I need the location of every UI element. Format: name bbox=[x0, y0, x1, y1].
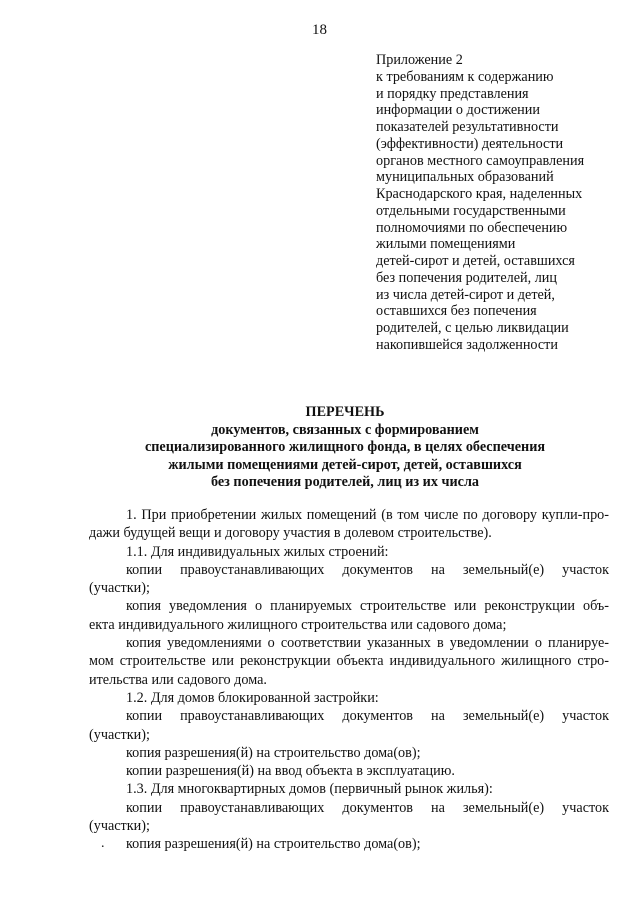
body-text bbox=[89, 506, 609, 854]
title-line: документов, связанных с формированием bbox=[211, 422, 479, 439]
appendix-line: (эффективности) деятельности bbox=[376, 135, 564, 152]
paragraph-line: дажи будущей вещи и договору участия в долевом строительстве). bbox=[89, 525, 492, 542]
section-heading: 1.2. Для домов блокированной застройки: bbox=[126, 689, 379, 706]
appendix-line: отдельными государственными bbox=[376, 202, 566, 219]
appendix-line: накопившейся задолженности bbox=[376, 336, 558, 353]
paragraph-line: копии правоустанавливающих документов на земельный(е) участок bbox=[126, 799, 609, 816]
title-heading: ПЕРЕЧЕНЬ bbox=[305, 404, 385, 420]
appendix-line: из числа детей-сирот и детей, bbox=[376, 286, 555, 303]
appendix-line: жилыми помещениями bbox=[376, 236, 516, 253]
document-title bbox=[80, 404, 610, 491]
paragraph-line: копии правоустанавливающих документов на земельный(е) участок bbox=[126, 708, 609, 725]
paragraph-line: екта индивидуального жилищного строительства или садового дома; bbox=[89, 616, 507, 633]
appendix-line: муниципальных образований bbox=[376, 169, 554, 186]
paragraph-line: ительства или садового дома. bbox=[89, 671, 267, 688]
appendix-caption bbox=[376, 52, 626, 354]
appendix-line: Краснодарского края, наделенных bbox=[376, 186, 583, 202]
page-number: 18 bbox=[312, 22, 327, 38]
appendix-line: к требованиям к содержанию bbox=[376, 68, 554, 85]
paragraph-line: (участки); bbox=[89, 580, 150, 597]
paragraph-line: копия разрешения(й) на строительство дома(ов); bbox=[126, 744, 421, 761]
paragraph-line: мом строительстве или реконструкции объекта индивидуального жилищного стро- bbox=[89, 653, 609, 670]
appendix-line: показателей результативности bbox=[376, 119, 559, 135]
title-line: без попечения родителей, лиц из их числа bbox=[210, 473, 480, 490]
paragraph-line: копии правоустанавливающих документов на земельный(е) участок bbox=[126, 561, 609, 578]
paragraph-line: 1. При приобретении жилых помещений (в том числе по договору купли-про- bbox=[126, 507, 609, 523]
paragraph-line: копия уведомления о планируемых строительстве или реконструкции объ- bbox=[126, 598, 609, 615]
appendix-line: и порядку представления bbox=[376, 85, 529, 102]
appendix-line: информации о достижении bbox=[376, 102, 540, 119]
appendix-line: органов местного самоуправления bbox=[376, 152, 585, 169]
paragraph-line: копия уведомлениями о соответствии указанных в уведомлении о планируе- bbox=[126, 635, 609, 652]
paragraph-line: (участки); bbox=[89, 818, 150, 835]
appendix-line: полномочиями по обеспечению bbox=[376, 219, 568, 236]
appendix-line: родителей, с целью ликвидации bbox=[376, 320, 569, 336]
appendix-line: без попечения родителей, лиц bbox=[376, 269, 557, 286]
appendix-line: Приложение 2 bbox=[376, 52, 463, 68]
paragraph-line: копия разрешения(й) на строительство дома(ов); bbox=[126, 836, 421, 853]
paragraph-line: копии разрешения(й) на ввод объекта в эксплуатацию. bbox=[126, 763, 455, 780]
stray-mark: . bbox=[101, 836, 105, 851]
appendix-line: оставшихся без попечения bbox=[376, 303, 537, 320]
section-heading: 1.3. Для многоквартирных домов (первичный рынок жилья): bbox=[126, 781, 493, 798]
appendix-line: детей-сирот и детей, оставшихся bbox=[376, 253, 575, 269]
title-line: специализированного жилищного фонда, в целях обеспечения bbox=[144, 439, 546, 456]
section-heading: 1.1. Для индивидуальных жилых строений: bbox=[126, 543, 389, 560]
paragraph-line: (участки); bbox=[89, 726, 150, 743]
title-line: жилыми помещениями детей-сирот, детей, оставшихся bbox=[168, 456, 522, 473]
